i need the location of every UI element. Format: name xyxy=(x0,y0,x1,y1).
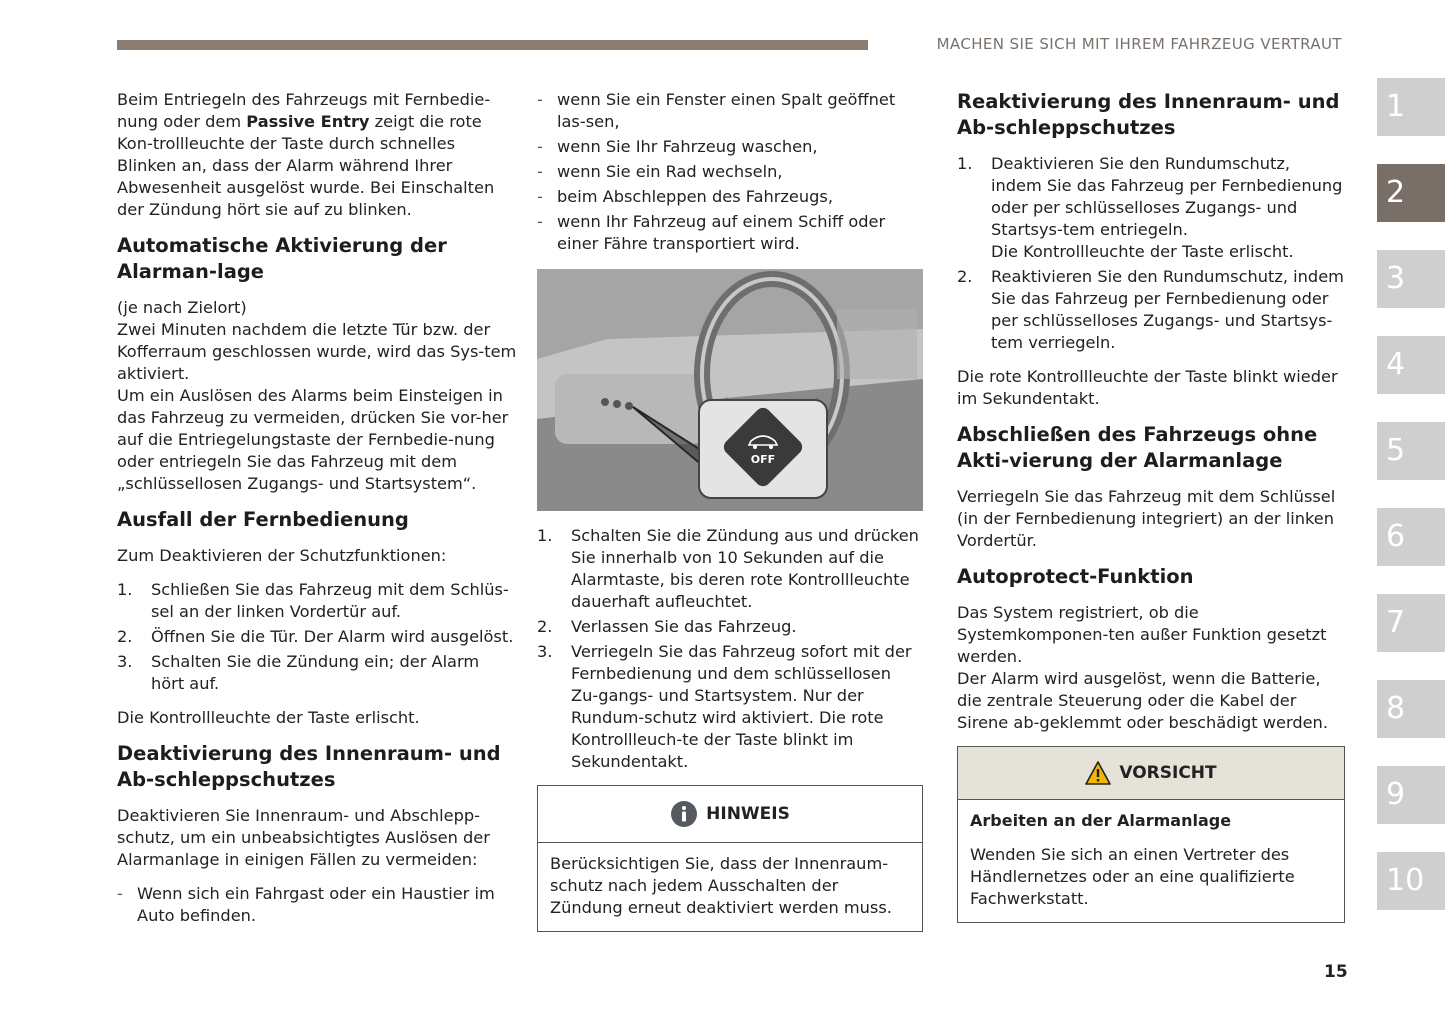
lock-without-alarm-text: Verriegeln Sie das Fahrzeug mit dem Schlüssel (in der Fernbedienung integriert) an der linken Vordertür. xyxy=(957,487,1336,550)
running-header: MACHEN SIE SICH MIT IHREM FAHRZEUG VERTRAUT xyxy=(936,35,1342,53)
column-3 xyxy=(957,89,1345,923)
off-button-label: OFF xyxy=(750,453,776,466)
remote-failure-intro: Zum Deaktivieren der Schutzfunktionen: xyxy=(117,546,447,565)
chapter-tab-9[interactable]: 9 xyxy=(1377,766,1445,824)
list-item: 3. Verriegeln Sie das Fahrzeug sofort mit der Fernbedienung und dem schlüssellosen Zu-gangs- und Startsystem. Nur der Rundum-schutz wird aktiviert. Die rote Kontrollleuch-te der Taste blinkt im Sekundentakt. xyxy=(537,642,912,771)
note-box-body: Berücksichtigen Sie, dass der Innenraum-schutz nach jedem Ausschalten der Zündung erneut deaktiviert werden muss. xyxy=(550,854,892,917)
reactivation-after: Die rote Kontrollleuchte der Taste blinkt wieder im Sekundentakt. xyxy=(957,367,1338,408)
deactivation-list-continued xyxy=(537,89,923,255)
autoprotect-text: Das System registriert, ob die Systemkomponen-ten außer Funktion gesetzt werden. Der Alarm wird ausgelöst, wenn die Batterie, die zentrale Steuerung oder die Kabel der Sirene ab-geklemmt oder beschädigt werden. xyxy=(957,603,1328,732)
list-item: - wenn Sie ein Fenster einen Spalt geöffnet las-sen, xyxy=(537,89,923,133)
warning-box-header xyxy=(958,747,1344,800)
chapter-tab-3[interactable]: 3 xyxy=(1377,250,1445,308)
dashboard-illustration xyxy=(537,269,923,511)
note-box-header xyxy=(538,786,922,843)
chapter-tab-5[interactable]: 5 xyxy=(1377,422,1445,480)
chapter-tab-1[interactable]: 1 xyxy=(1377,78,1445,136)
remote-failure-after: Die Kontrollleuchte der Taste erlischt. xyxy=(117,708,420,727)
auto-activation-text: (je nach Zielort) Zwei Minuten nachdem die letzte Tür bzw. der Kofferraum geschlossen wurde, wird das Sys-tem aktiviert. Um ein Auslösen des Alarms beim Einsteigen in das Fahrzeug zu vermeiden, drücken Sie vor-her auf die Entriegelungstaste der Fernbedie-nung oder entriegeln Sie das Fahrzeug mit dem „schlüssellosen Zugangs- und Startsystem“. xyxy=(117,298,517,493)
list-item: 1. Schalten Sie die Zündung aus und drücken Sie innerhalb von 10 Sekunden auf die Alarmtaste, bis deren rote Kontrollleuchte dauerhaft aufleuchtet. xyxy=(537,526,919,611)
auto-activation-heading: Automatische Aktivierung der Alarman-lage xyxy=(117,234,447,283)
chapter-tab-2[interactable]: 2 xyxy=(1377,164,1445,222)
warning-icon xyxy=(1085,761,1111,785)
autoprotect-heading: Autoprotect-Funktion xyxy=(957,565,1194,588)
list-item: 1. Deaktivieren Sie den Rundumschutz, indem Sie das Fahrzeug per Fernbedienung oder per schlüsselloses Zugangs- und Startsys-tem entriegeln. Die Kontrollleuchte der Taste erlischt. xyxy=(957,154,1343,261)
reactivation-steps xyxy=(957,153,1345,354)
warning-text: Wenden Sie sich an einen Vertreter des Händlernetzes oder an eine qualifizierte Fachwerkstatt. xyxy=(970,845,1295,908)
intro-paragraph: Beim Entriegeln des Fahrzeugs mit Fernbedie-nung oder dem Passive Entry zeigt die rote Kon-trollleuchte der Taste durch schnelles Blinken an, dass der Alarm während Ihrer Abwesenheit ausgelöst wurde. Bei Einschalten der Zündung hört sie auf zu blinken. xyxy=(117,90,495,219)
column-1 xyxy=(117,89,517,939)
chapter-tab-8[interactable]: 8 xyxy=(1377,680,1445,738)
chapter-tab-6[interactable]: 6 xyxy=(1377,508,1445,566)
remote-failure-steps xyxy=(117,579,517,695)
list-item: 2. Verlassen Sie das Fahrzeug. xyxy=(537,617,797,636)
remote-failure-heading: Ausfall der Fernbedienung xyxy=(117,508,409,531)
list-item: 3. Schalten Sie die Zündung ein; der Alarm hört auf. xyxy=(117,652,480,693)
reactivation-heading: Reaktivierung des Innenraum- und Ab-schleppschutzes xyxy=(957,90,1340,139)
list-item: - wenn Sie Ihr Fahrzeug waschen, xyxy=(537,136,923,158)
list-item: - wenn Ihr Fahrzeug auf einem Schiff oder einer Fähre transportiert wird. xyxy=(537,211,923,255)
warning-subtitle: Arbeiten an der Alarmanlage xyxy=(970,811,1232,830)
list-item: 2. Öffnen Sie die Tür. Der Alarm wird ausgelöst. xyxy=(117,627,514,646)
warning-title: VORSICHT xyxy=(1119,763,1217,783)
note-box xyxy=(537,785,923,932)
header-bar xyxy=(117,40,868,50)
list-item: - beim Abschleppen des Fahrzeugs, xyxy=(537,186,923,208)
list-item: 2. Reaktivieren Sie den Rundumschutz, indem Sie das Fahrzeug per Fernbedienung oder per schlüsselloses Zugangs- und Startsys-tem verriegeln. xyxy=(957,267,1344,352)
chapter-tab-7[interactable]: 7 xyxy=(1377,594,1445,652)
note-title: HINWEIS xyxy=(706,804,790,824)
list-item: - Wenn sich ein Fahrgast oder ein Haustier im Auto befinden. xyxy=(117,883,517,927)
chapter-tab-10[interactable]: 10 xyxy=(1377,852,1445,910)
page-number: 15 xyxy=(1324,962,1348,982)
lock-without-alarm-heading: Abschließen des Fahrzeugs ohne Akti-vierung der Alarmanlage xyxy=(957,423,1318,472)
column-2 xyxy=(537,89,923,932)
chapter-tab-4[interactable]: 4 xyxy=(1377,336,1445,394)
list-item: - wenn Sie ein Rad wechseln, xyxy=(537,161,923,183)
warning-box xyxy=(957,746,1345,923)
info-icon xyxy=(670,800,698,828)
deactivation-heading: Deaktivierung des Innenraum- und Ab-schleppschutzes xyxy=(117,742,501,791)
dashboard-illustration-svg xyxy=(537,269,923,511)
warning-box-body xyxy=(958,800,1344,922)
deactivation-text: Deaktivieren Sie Innenraum- und Abschlepp-schutz, um ein unbeabsichtigtes Auslösen der Alarmanlage in einigen Fällen zu vermeiden: xyxy=(117,806,490,869)
passive-entry-term: Passive Entry xyxy=(246,112,370,131)
deactivation-list xyxy=(117,883,517,927)
list-item: 1. Schließen Sie das Fahrzeug mit dem Schlüs-sel an der linken Vordertür auf. xyxy=(117,580,509,621)
activation-steps xyxy=(537,525,923,773)
